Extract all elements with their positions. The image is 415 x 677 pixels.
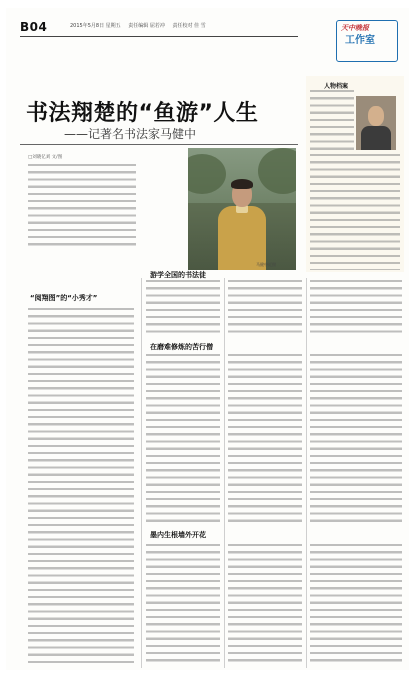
body-column-4c: [310, 544, 402, 666]
section-name: 工作室: [345, 35, 375, 46]
sidebar-bio-top: [310, 90, 354, 154]
newspaper-page: [6, 8, 409, 670]
sidebar-title: 人物档案: [324, 83, 349, 90]
body-column-3c: [228, 544, 302, 666]
body-column-4b: [310, 354, 402, 522]
article-byline: □刘晓亿刘 文/图: [28, 155, 63, 160]
section-brand: 天中晚报: [341, 24, 369, 32]
portrait-photo: [188, 148, 296, 270]
body-column-2b: [146, 354, 220, 522]
page-header-bar: [20, 20, 298, 34]
column-divider: [224, 278, 225, 668]
article-headline: 书法翔楚的“鱼游”人生: [26, 101, 259, 126]
body-column-3b: [228, 354, 302, 522]
column-divider: [141, 278, 142, 668]
article-subhead: ——记著名书法家马健中: [64, 127, 197, 141]
issue-editor: 责任编辑 屈若冲: [128, 23, 165, 29]
issue-proofreader: 责任校对 佳 雪: [172, 23, 206, 29]
headline-divider: [20, 144, 298, 145]
section-heading-1: “阅翔图”的“小秀才”: [30, 294, 98, 302]
section-badge: [336, 20, 398, 62]
section-heading-4: 墨内生根墙外开花: [150, 531, 206, 539]
issue-date: 2015年5月8日 星期五: [70, 23, 121, 29]
body-column-2a: [146, 280, 220, 334]
page-number: B04: [20, 20, 48, 34]
body-column-left: [28, 308, 134, 668]
lead-paragraph: [28, 164, 136, 248]
masthead: [6, 8, 409, 66]
body-column-3a: [228, 280, 302, 334]
issue-line: [70, 22, 212, 29]
body-column-4a: [310, 280, 402, 334]
header-divider: [20, 36, 298, 37]
profile-photo: [356, 96, 396, 150]
photo-caption: 马健中近照: [256, 262, 276, 267]
section-heading-3: 在磨难修炼的苦行僧: [150, 343, 213, 351]
section-heading-2: 游学全国的书法徒: [150, 271, 206, 279]
column-divider: [306, 278, 307, 668]
sidebar-bio: [310, 154, 400, 270]
body-column-2c: [146, 544, 220, 666]
